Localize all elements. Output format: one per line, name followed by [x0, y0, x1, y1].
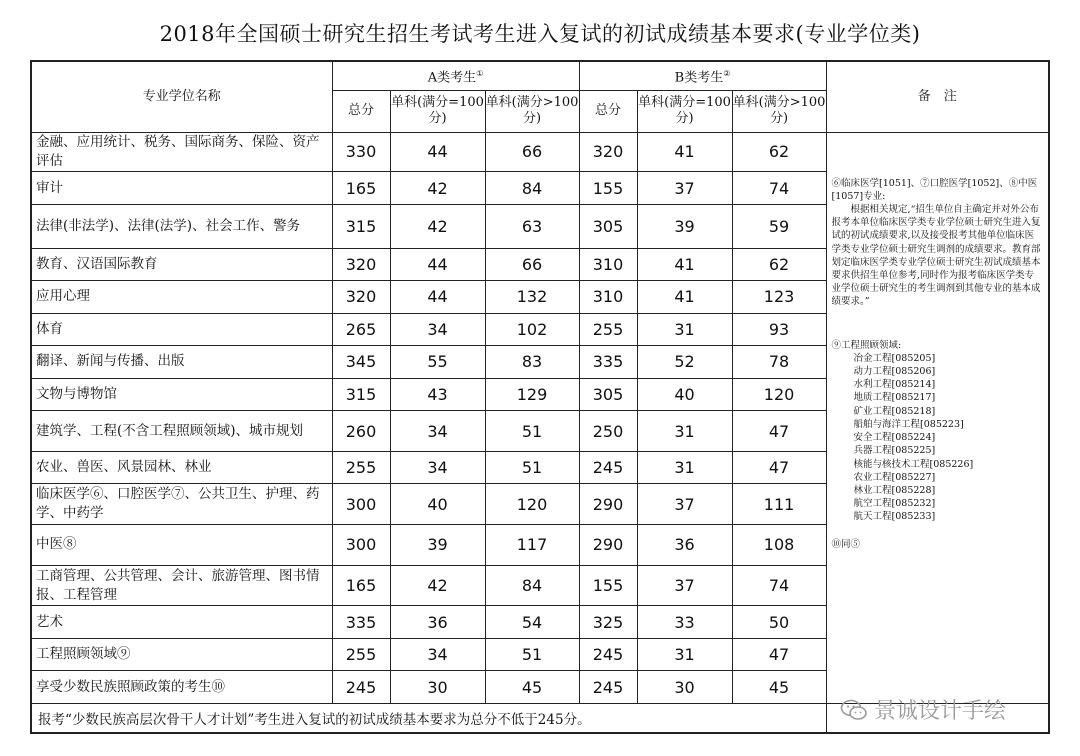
cell-b-total: 305 [579, 204, 637, 248]
row-name: 法律(非法学)、法律(法学)、社会工作、警务 [31, 204, 332, 248]
cell-b-total: 335 [579, 346, 637, 379]
cell-a-s150: 66 [485, 132, 579, 172]
row-name: 应用心理 [31, 281, 332, 314]
row-name: 审计 [31, 172, 332, 205]
cell-a-total: 260 [332, 411, 390, 452]
cell-a-s150: 120 [485, 484, 579, 525]
cell-a-s100: 39 [390, 525, 485, 566]
row-name: 工商管理、公共管理、会计、旅游管理、图书情报、工程管理 [31, 565, 332, 606]
cell-b-s100: 41 [637, 281, 732, 314]
header-a-total: 总分 [332, 90, 390, 132]
header-a-single-over100: 单科(满分>100分) [485, 90, 579, 132]
cell-b-s100: 41 [637, 132, 732, 172]
cell-b-s150: 47 [732, 638, 826, 671]
cell-b-s150: 62 [732, 248, 826, 281]
header-b-total: 总分 [579, 90, 637, 132]
cell-a-total: 165 [332, 565, 390, 606]
cell-b-s150: 47 [732, 451, 826, 484]
cell-a-total: 255 [332, 451, 390, 484]
row-name: 文物与博物馆 [31, 378, 332, 411]
cell-b-s100: 37 [637, 565, 732, 606]
cell-a-total: 165 [332, 172, 390, 205]
cell-a-s150: 66 [485, 248, 579, 281]
cell-b-s150: 62 [732, 132, 826, 172]
list-item: 水利工程[085214] [853, 379, 936, 391]
cell-a-s150: 102 [485, 313, 579, 346]
row-name: 艺术 [31, 606, 332, 639]
header-name: 专业学位名称 [31, 61, 332, 132]
cell-b-s100: 41 [637, 248, 732, 281]
cell-a-s100: 34 [390, 411, 485, 452]
watermark-text: 景诚设计手绘 [874, 699, 1007, 724]
cell-a-total: 265 [332, 313, 390, 346]
cell-b-total: 310 [579, 281, 637, 314]
cell-a-s100: 44 [390, 248, 485, 281]
cell-b-s100: 33 [637, 606, 732, 639]
cell-b-total: 155 [579, 565, 637, 606]
cell-a-s100: 42 [390, 204, 485, 248]
cell-a-s100: 42 [390, 565, 485, 606]
row-name: 体育 [31, 313, 332, 346]
cell-b-total: 325 [579, 606, 637, 639]
cell-b-s100: 40 [637, 378, 732, 411]
cell-a-total: 320 [332, 281, 390, 314]
cell-b-total: 250 [579, 411, 637, 452]
row-name: 中医⑧ [31, 525, 332, 566]
cell-a-s150: 84 [485, 172, 579, 205]
cell-b-s150: 108 [732, 525, 826, 566]
cell-b-s150: 59 [732, 204, 826, 248]
cell-b-s100: 36 [637, 525, 732, 566]
list-item: 核能与核技术工程[085226] [853, 458, 974, 470]
list-item: 地质工程[085217] [853, 392, 936, 404]
cell-b-total: 290 [579, 525, 637, 566]
cell-b-s150: 120 [732, 378, 826, 411]
cell-b-s150: 74 [732, 565, 826, 606]
cell-a-total: 315 [332, 378, 390, 411]
list-item: 航空工程[085232] [853, 498, 936, 510]
cell-a-s100: 30 [390, 671, 485, 704]
cell-a-total: 335 [332, 606, 390, 639]
row-name: 教育、汉语国际教育 [31, 248, 332, 281]
cell-b-s150: 93 [732, 313, 826, 346]
list-item: 林业工程[085228] [853, 484, 936, 496]
cell-b-s150: 123 [732, 281, 826, 314]
header-a-single100: 单科(满分=100分) [390, 90, 485, 132]
cell-a-s150: 63 [485, 204, 579, 248]
list-item: 安全工程[085224] [853, 432, 936, 444]
cell-b-total: 310 [579, 248, 637, 281]
cell-a-s150: 129 [485, 378, 579, 411]
list-item: 兵器工程[085225] [853, 445, 936, 457]
cell-b-total: 320 [579, 132, 637, 172]
note-medical [832, 177, 1044, 309]
cell-a-total: 330 [332, 132, 390, 172]
wechat-icon [840, 699, 868, 721]
cell-a-s100: 34 [390, 638, 485, 671]
list-item: 矿业工程[085218] [853, 405, 936, 417]
cell-b-s150: 78 [732, 346, 826, 379]
cell-a-s150: 84 [485, 565, 579, 606]
cell-b-total: 305 [579, 378, 637, 411]
list-item: 船舶与海洋工程[085223] [853, 418, 964, 430]
header-remark: 备 注 [826, 61, 1049, 132]
list-item: 农业工程[085227] [853, 471, 936, 483]
cell-b-total: 245 [579, 671, 637, 704]
footer-note: 报考“少数民族高层次骨干人才计划”考生进入复试的初试成绩基本要求为总分不低于245分。 [31, 703, 826, 733]
cell-b-s150: 74 [732, 172, 826, 205]
cell-a-s100: 55 [390, 346, 485, 379]
cell-a-total: 320 [332, 248, 390, 281]
header-group-b: B类考生② [579, 61, 826, 90]
cell-b-s100: 31 [637, 638, 732, 671]
row-name: 临床医学⑥、口腔医学⑦、公共卫生、护理、药学、中药学 [31, 484, 332, 525]
cell-a-s150: 117 [485, 525, 579, 566]
cell-b-total: 290 [579, 484, 637, 525]
cell-a-s150: 132 [485, 281, 579, 314]
row-name: 金融、应用统计、税务、国际商务、保险、资产评估 [31, 132, 332, 172]
cell-a-s150: 54 [485, 606, 579, 639]
row-name: 建筑学、工程(不含工程照顾领域)、城市规划 [31, 411, 332, 452]
cell-a-s150: 45 [485, 671, 579, 704]
header-b-single100: 单科(满分=100分) [637, 90, 732, 132]
cell-b-total: 245 [579, 451, 637, 484]
note-medical-body: 根据相关规定,“招生单位自主确定并对外公布报考本单位临床医学类专业学位硕士研究生进入复试的初试成绩要求,以及接受报考其他单位临床医学类专业学位硕士研究生调剂的成绩要求。教育部划定临床医学类专业学位硕士研究生初试成绩基本要求供招生单位参考,同时作为报考临床医学类专业学位硕士研究生的考生调剂到其他专业的基本成绩要求。” [831, 204, 1041, 308]
cell-a-total: 245 [332, 671, 390, 704]
cell-a-s150: 51 [485, 411, 579, 452]
cell-a-s150: 51 [485, 451, 579, 484]
cell-a-s100: 44 [390, 281, 485, 314]
page-title: 2018年全国硕士研究生招生考试考生进入复试的初试成绩基本要求(专业学位类) [159, 22, 921, 46]
cell-a-s100: 34 [390, 313, 485, 346]
note-medical-title: ⑥临床医学[1051]、⑦口腔医学[1052]、⑧中医[1057]专业: [831, 177, 1038, 202]
note-minority: ⑩同⑤ [831, 538, 861, 550]
cell-b-s100: 37 [637, 172, 732, 205]
cell-b-s150: 47 [732, 411, 826, 452]
watermark [840, 694, 1006, 725]
cell-b-s100: 31 [637, 411, 732, 452]
cell-a-s150: 83 [485, 346, 579, 379]
cell-a-total: 300 [332, 525, 390, 566]
cell-a-total: 315 [332, 204, 390, 248]
list-item: 冶金工程[085205] [853, 352, 936, 364]
cell-a-total: 255 [332, 638, 390, 671]
cell-b-s150: 50 [732, 606, 826, 639]
cell-b-total: 255 [579, 313, 637, 346]
remark-notes [826, 132, 1049, 703]
row-name: 享受少数民族照顾政策的考生⑩ [31, 671, 332, 704]
cell-a-s100: 43 [390, 378, 485, 411]
note-engineering [832, 339, 1044, 524]
cell-b-s100: 31 [637, 451, 732, 484]
list-item: 动力工程[085206] [853, 366, 936, 378]
table-row [31, 132, 1049, 172]
header-group-a: A类考生① [332, 61, 579, 90]
cell-a-s100: 36 [390, 606, 485, 639]
cell-a-s100: 44 [390, 132, 485, 172]
row-name: 农业、兽医、风景园林、林业 [31, 451, 332, 484]
cell-a-s150: 51 [485, 638, 579, 671]
row-name: 翻译、新闻与传播、出版 [31, 346, 332, 379]
cell-b-s100: 31 [637, 313, 732, 346]
note-engineering-title: ⑨工程照顾领域: [831, 339, 902, 351]
cell-a-total: 345 [332, 346, 390, 379]
cell-b-total: 155 [579, 172, 637, 205]
cell-b-total: 245 [579, 638, 637, 671]
cell-b-s100: 30 [637, 671, 732, 704]
header-b-single-over100: 单科(满分>100分) [732, 90, 826, 132]
row-name: 工程照顾领域⑨ [31, 638, 332, 671]
cell-a-total: 300 [332, 484, 390, 525]
cell-b-s100: 52 [637, 346, 732, 379]
cell-a-s100: 34 [390, 451, 485, 484]
score-table [30, 60, 1050, 734]
cell-b-s100: 37 [637, 484, 732, 525]
cell-b-s150: 45 [732, 671, 826, 704]
list-item: 航天工程[085233] [853, 511, 936, 523]
cell-b-s100: 39 [637, 204, 732, 248]
cell-b-s150: 111 [732, 484, 826, 525]
cell-a-s100: 40 [390, 484, 485, 525]
cell-a-s100: 42 [390, 172, 485, 205]
